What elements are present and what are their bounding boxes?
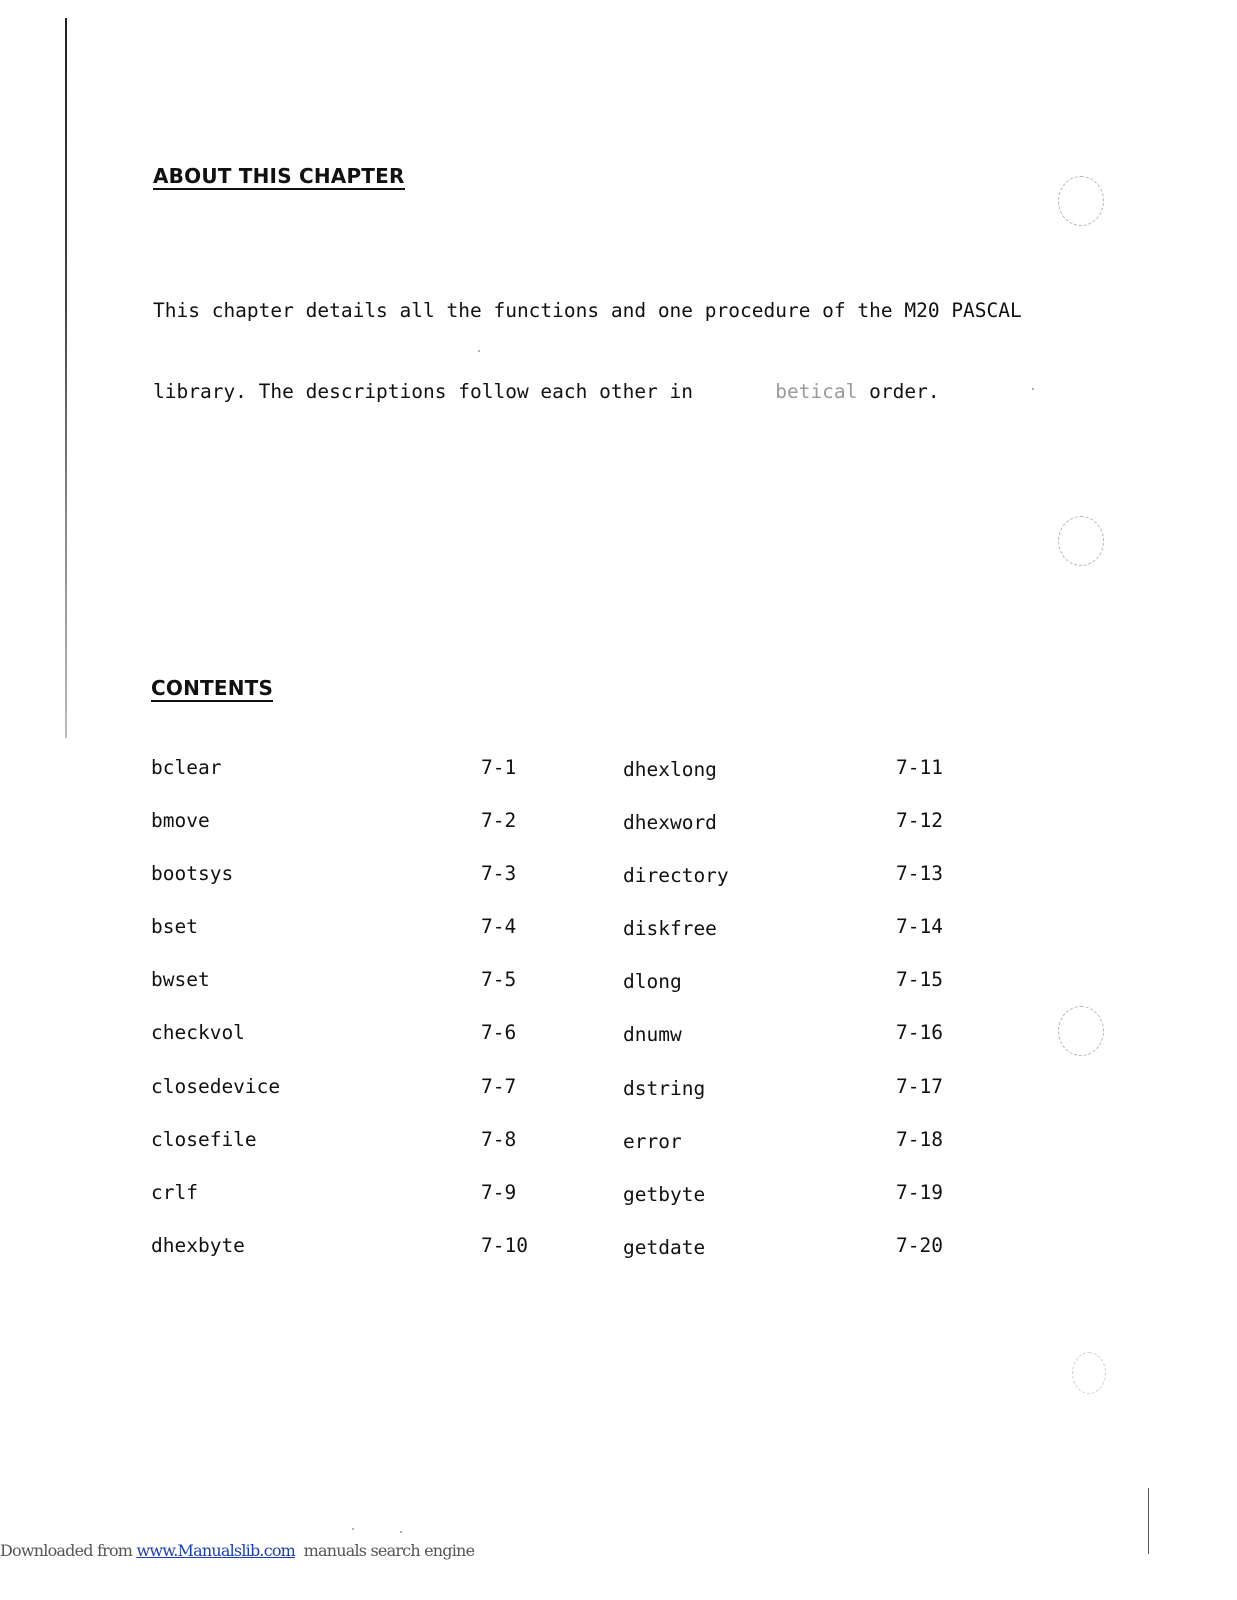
toc-row xyxy=(151,809,971,862)
toc-row xyxy=(151,1128,971,1181)
toc-entry-name: bclear xyxy=(151,756,222,779)
manualslib-link[interactable]: www.Manualslib.com xyxy=(136,1541,296,1560)
toc-entry-name: bmove xyxy=(151,809,210,833)
toc-entry-name: dlong xyxy=(623,970,682,994)
toc-entry-name: error xyxy=(623,1129,682,1153)
toc-entry-name: crlf xyxy=(151,1180,198,1204)
contents-heading: CONTENTS xyxy=(151,676,274,700)
toc-row xyxy=(151,1181,971,1234)
toc-entry-name: closefile xyxy=(151,1127,257,1151)
toc-entry-page: 7-11 xyxy=(896,756,943,779)
binding-margin-line xyxy=(65,18,67,738)
toc-entry-page: 7-17 xyxy=(896,1074,943,1098)
toc-entry-name: bootsys xyxy=(151,862,234,886)
footer-suffix: manuals search engine xyxy=(295,1541,475,1560)
toc-row xyxy=(151,1075,971,1128)
intro-line-2-end: order. xyxy=(857,380,940,403)
intro-line-2-faded: betical xyxy=(704,380,858,403)
intro-line-1: This chapter details all the functions and one procedure of the M20 PASCAL xyxy=(153,299,1022,322)
intro-line-2 xyxy=(153,378,1013,405)
scan-speck xyxy=(400,1531,402,1533)
download-footer xyxy=(0,1541,474,1560)
toc-row xyxy=(151,1021,971,1074)
contents-table xyxy=(151,756,971,1287)
toc-entry-name: dstring xyxy=(623,1076,706,1100)
scan-speck xyxy=(1032,388,1034,390)
toc-entry-page: 7-1 xyxy=(481,756,517,779)
toc-entry-page: 7-19 xyxy=(896,1180,943,1204)
toc-entry-page: 7-7 xyxy=(481,1074,517,1098)
toc-row xyxy=(151,1234,971,1287)
toc-entry-page: 7-15 xyxy=(896,968,943,992)
intro-line-2-start: library. The descriptions follow each other in xyxy=(153,380,705,403)
toc-row xyxy=(151,756,971,809)
about-chapter-heading: ABOUT THIS CHAPTER xyxy=(153,164,405,188)
scan-speck xyxy=(352,1528,354,1530)
toc-row xyxy=(151,862,971,915)
toc-entry-page: 7-9 xyxy=(481,1180,517,1204)
punch-hole-middle xyxy=(1058,516,1104,566)
toc-entry-page: 7-20 xyxy=(896,1233,943,1257)
punch-hole-bottom xyxy=(1072,1352,1106,1394)
toc-entry-name: dnumw xyxy=(623,1023,682,1047)
toc-entry-name: dhexword xyxy=(623,811,717,835)
toc-entry-page: 7-14 xyxy=(896,915,943,939)
toc-entry-page: 7-18 xyxy=(896,1127,943,1151)
toc-entry-name: dhexbyte xyxy=(151,1233,245,1257)
toc-entry-name: directory xyxy=(623,864,729,888)
toc-entry-page: 7-6 xyxy=(481,1021,517,1045)
punch-hole-lower xyxy=(1058,1006,1104,1056)
toc-entry-name: getbyte xyxy=(623,1182,706,1206)
toc-entry-page: 7-4 xyxy=(481,915,517,939)
footer-prefix: Downloaded from xyxy=(0,1541,137,1560)
about-chapter-text xyxy=(153,243,1022,432)
toc-entry-name: getdate xyxy=(623,1235,706,1259)
toc-entry-page: 7-10 xyxy=(481,1233,528,1257)
toc-entry-page: 7-12 xyxy=(896,809,943,833)
toc-entry-name: checkvol xyxy=(151,1021,245,1045)
right-edge-mark xyxy=(1148,1488,1149,1554)
punch-hole-top xyxy=(1058,176,1104,226)
toc-entry-page: 7-2 xyxy=(481,809,517,833)
toc-row xyxy=(151,915,971,968)
toc-entry-page: 7-5 xyxy=(481,968,517,992)
toc-entry-page: 7-13 xyxy=(896,862,943,886)
toc-entry-page: 7-8 xyxy=(481,1127,517,1151)
toc-entry-page: 7-16 xyxy=(896,1021,943,1045)
toc-entry-name: dhexlong xyxy=(623,758,717,781)
toc-entry-name: bwset xyxy=(151,968,210,992)
toc-row xyxy=(151,968,971,1021)
toc-entry-name: diskfree xyxy=(623,917,717,941)
toc-entry-page: 7-3 xyxy=(481,862,517,886)
toc-entry-name: bset xyxy=(151,915,198,939)
toc-entry-name: closedevice xyxy=(151,1074,281,1098)
